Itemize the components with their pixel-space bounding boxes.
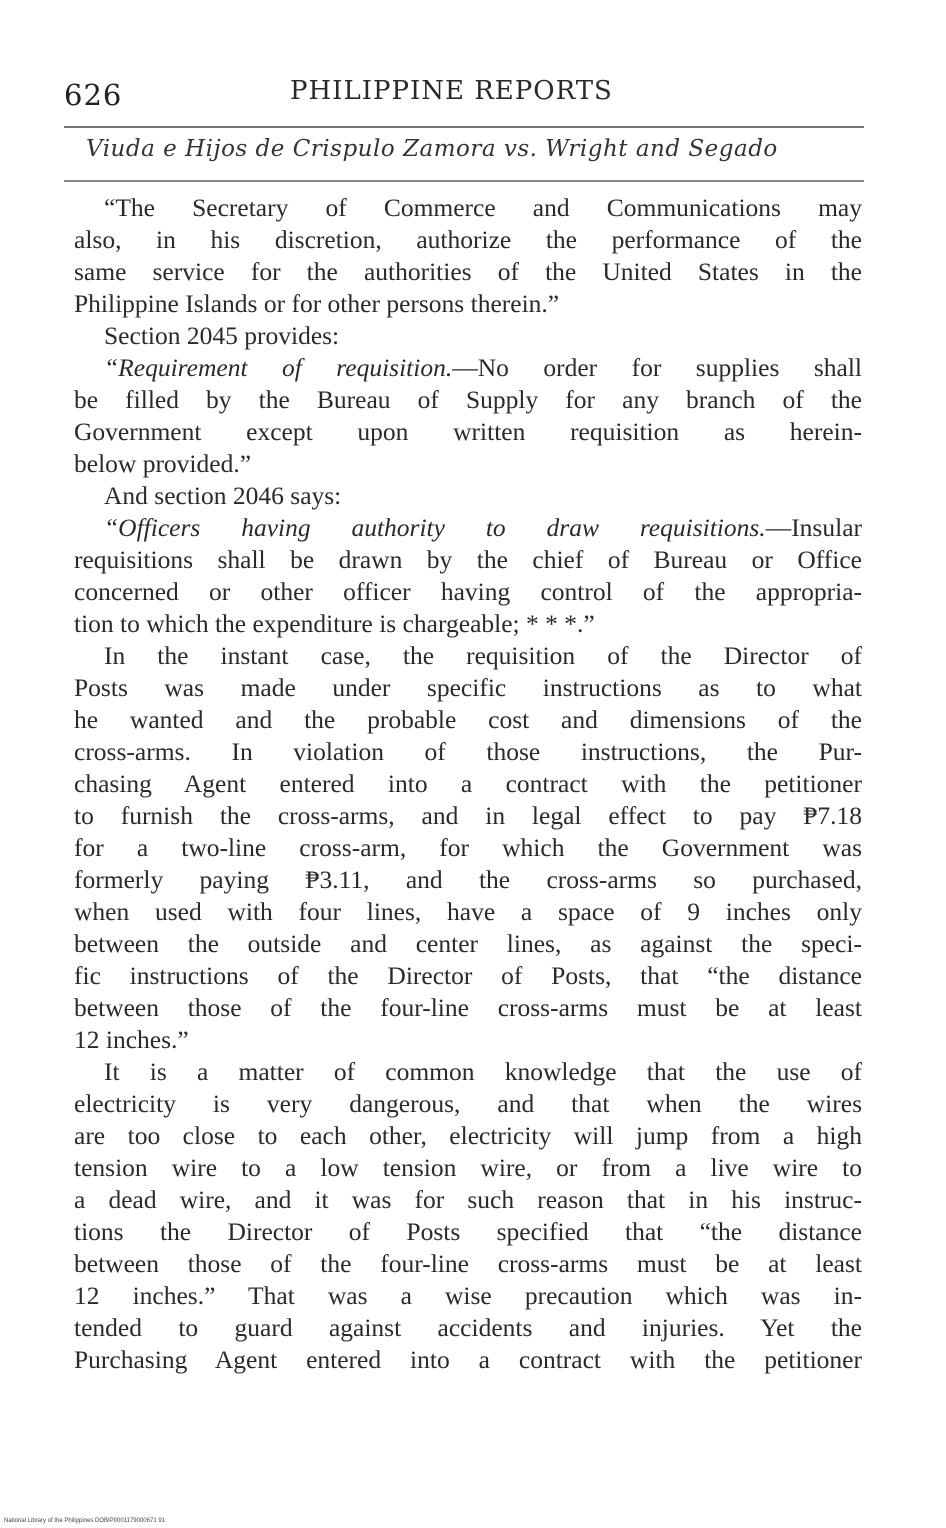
text-line: fic instructions of the Director of Posts, that “the distance (74, 961, 862, 990)
header-rule-top (64, 126, 864, 128)
text-line: Purchasing Agent entered into a contract with the petitioner (74, 1345, 862, 1374)
text-line: Philippine Islands or for other persons therein.” (74, 289, 560, 318)
text-line: In the instant case, the requisition of the Director of (104, 641, 862, 670)
text-line: And section 2046 says: (104, 481, 342, 510)
text-line: also, in his discretion, authorize the performance of the (74, 225, 862, 254)
text-line: concerned or other officer having control of the appropria- (74, 577, 862, 606)
italic-lead: “Officers having authority to draw requisitions. (104, 513, 766, 542)
text-line: between those of the four-line cross-arms must be at least (74, 1249, 862, 1278)
text-line: Government except upon written requisition as herein- (74, 417, 862, 446)
text-line (74, 352, 862, 384)
text-line: formerly paying ₱3.11, and the cross-arms so purchased, (74, 865, 862, 894)
text-line: electricity is very dangerous, and that when the wires (74, 1089, 862, 1118)
text-line: tension wire to a low tension wire, or from a live wire to (74, 1153, 862, 1182)
page-number: 626 (64, 78, 123, 112)
text-line (74, 512, 862, 544)
text-line: for a two-line cross-arm, for which the Government was (74, 833, 862, 862)
text-line: to furnish the cross-arms, and in legal effect to pay ₱7.18 (74, 801, 862, 830)
text-line: same service for the authorities of the United States in the (74, 257, 862, 286)
text-line: 12 inches.” That was a wise precaution which was in- (74, 1281, 862, 1310)
text-line: It is a matter of common knowledge that the use of (104, 1057, 862, 1086)
text-line: below provided.” (74, 449, 252, 478)
text-line: a dead wire, and it was for such reason that in his instruc- (74, 1185, 862, 1214)
case-title: Viuda e Hijos de Crispulo Zamora vs. Wright and Segado (86, 136, 778, 162)
running-head: PHILIPPINE REPORTS (290, 76, 613, 106)
text-line: he wanted and the probable cost and dimensions of the (74, 705, 862, 734)
text-line: cross-arms. In violation of those instructions, the Pur- (74, 737, 862, 766)
text-line: chasing Agent entered into a contract with the petitioner (74, 769, 862, 798)
text-line: Posts was made under specific instructions as to what (74, 673, 862, 702)
text-line: Section 2045 provides: (104, 321, 340, 350)
footer-watermark: National Library of the Philippines DOBIP0001179000671 91 (4, 1518, 165, 1524)
text-line: tions the Director of Posts specified that “the distance (74, 1217, 862, 1246)
text-line: be filled by the Bureau of Supply for any branch of the (74, 385, 862, 414)
text-line-rest: —Insular (765, 513, 862, 542)
text-line: 12 inches.” (74, 1025, 189, 1054)
text-line: are too close to each other, electricity will jump from a high (74, 1121, 862, 1150)
text-line-rest: —No order for supplies shall (452, 353, 862, 382)
body-text (74, 192, 862, 1376)
header-rule-bottom (64, 180, 864, 182)
italic-lead: “Requirement of requisition. (104, 353, 453, 382)
text-line: tion to which the expenditure is chargeable; * * *.” (74, 609, 595, 638)
text-line: between the outside and center lines, as against the speci- (74, 929, 862, 958)
text-line: between those of the four-line cross-arms must be at least (74, 993, 862, 1022)
text-line: requisitions shall be drawn by the chief of Bureau or Office (74, 545, 862, 574)
text-line: tended to guard against accidents and injuries. Yet the (74, 1313, 862, 1342)
text-line: “The Secretary of Commerce and Communications may (104, 193, 862, 222)
text-line: when used with four lines, have a space of 9 inches only (74, 897, 862, 926)
